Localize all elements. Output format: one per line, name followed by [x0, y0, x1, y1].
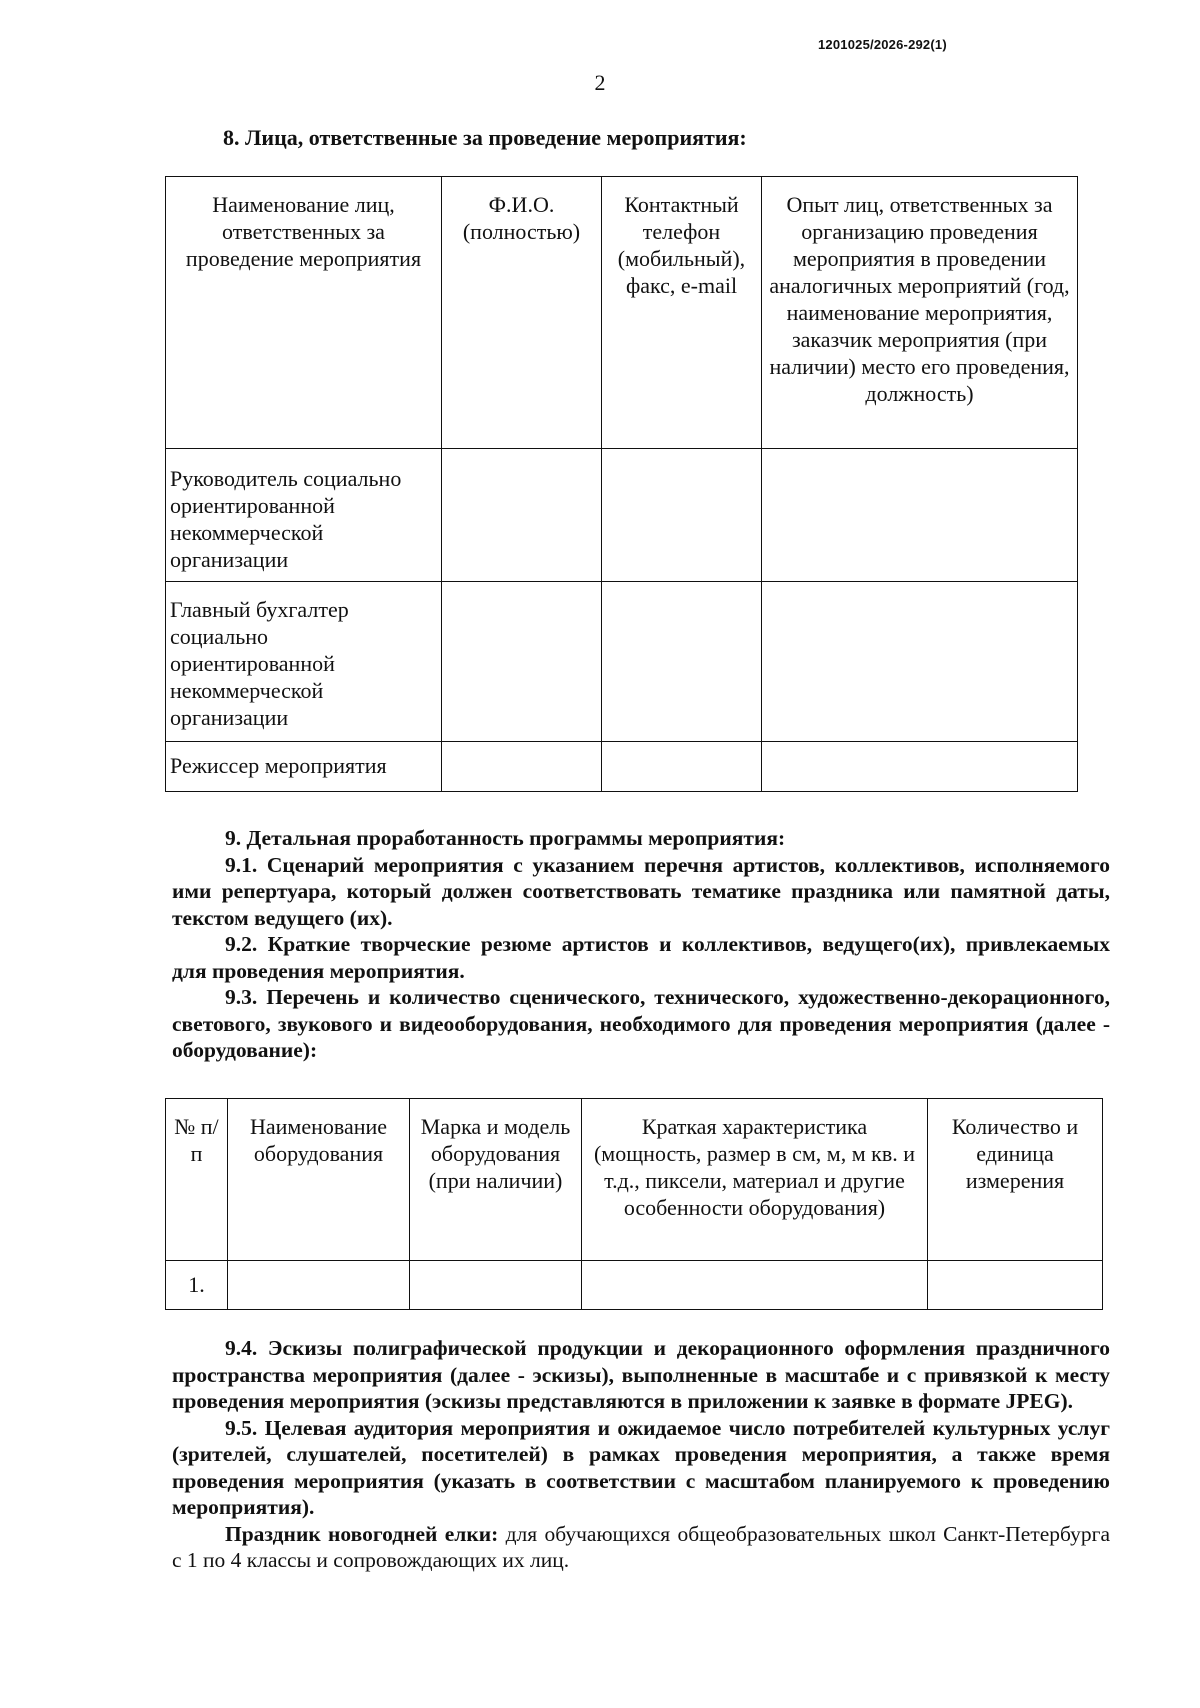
empty-cell — [442, 582, 602, 742]
table-header-row — [166, 1099, 1103, 1261]
equipment-table — [165, 1098, 1103, 1310]
empty-cell — [602, 582, 762, 742]
section-9-continued — [172, 1335, 1110, 1574]
holiday-paragraph — [172, 1521, 1110, 1574]
empty-cell — [762, 582, 1078, 742]
empty-cell — [602, 742, 762, 792]
row-number: 1. — [166, 1261, 228, 1310]
paragraph-9-2: 9.2. Краткие творческие резюме артистов и коллективов, ведущего(их), привлекаемых для проведения мероприятия. — [172, 932, 1110, 983]
empty-cell — [410, 1261, 582, 1310]
empty-cell — [228, 1261, 410, 1310]
section-8-title: 8. Лица, ответственные за проведение мероприятия: — [223, 125, 747, 150]
header-cell-role: Наименование лиц, ответственных за проведение мероприятия — [166, 177, 442, 449]
table-header-row — [166, 177, 1078, 449]
row-label-event-director: Режиссер мероприятия — [166, 742, 442, 792]
document-code: 1201025/2026-292(1) — [818, 37, 947, 52]
row-label-director: Руководитель социально ориентированной некоммерческой организации — [166, 449, 442, 582]
header-cell-experience: Опыт лиц, ответственных за организацию проведения мероприятия в проведении аналогичных мероприятий (год, наименование мероприятия, заказчик мероприятия (при наличии) место его проведения, должность) — [762, 177, 1078, 449]
empty-cell — [762, 742, 1078, 792]
header-cell-number: № п/п — [166, 1099, 228, 1261]
header-cell-brand-model: Марка и модель оборудования (при наличии) — [410, 1099, 582, 1261]
paragraph-9-1: 9.1. Сценарий мероприятия с указанием перечня артистов, коллективов, исполняемого ими репертуара, который должен соответствовать тематике праздника или памятной даты, текстом ведущего (их). — [172, 852, 1110, 930]
section-9 — [172, 825, 1110, 1064]
empty-cell — [762, 449, 1078, 582]
empty-cell — [442, 449, 602, 582]
holiday-label: Праздник новогодней елки: — [225, 1521, 499, 1546]
paragraph-9-4: 9.4. Эскизы полиграфической продукции и декорационного оформления праздничного пространства мероприятия (далее - эскизы), выполненные в масштабе и с привязкой к месту проведения мероприятия (эскизы представляются в приложении к заявке в формате JPEG). — [172, 1336, 1110, 1413]
header-cell-quantity: Количество и единица измерения — [928, 1099, 1103, 1261]
table-row — [166, 582, 1078, 742]
page-number: 2 — [594, 70, 606, 95]
header-cell-characteristics: Краткая характеристика (мощность, размер в см, м, м кв. и т.д., пиксели, материал и другие особенности оборудования) — [582, 1099, 928, 1261]
empty-cell — [602, 449, 762, 582]
header-cell-full-name: Ф.И.О. (полностью) — [442, 177, 602, 449]
empty-cell — [928, 1261, 1103, 1310]
table-row — [166, 449, 1078, 582]
paragraph-9-5: 9.5. Целевая аудитория мероприятия и ожидаемое число потребителей культурных услуг (зрителей, слушателей, посетителей) в рамках проведения мероприятия, а также время проведения мероприятия (указать в соответствии с масштабом планируемого к проведению мероприятия). — [172, 1415, 1110, 1519]
table-row — [166, 742, 1078, 792]
section-9-title: 9. Детальная проработанность программы мероприятия: — [225, 826, 786, 850]
header-cell-equipment-name: Наименование оборудования — [228, 1099, 410, 1261]
responsible-persons-table — [165, 176, 1078, 792]
header-cell-contacts: Контактный телефон (мобильный), факс, e-mail — [602, 177, 762, 449]
empty-cell — [582, 1261, 928, 1310]
holiday-text: для обучающихся общеобразовательных школ Санкт-Петербурга с 1 по 4 классы и сопровождающих их лиц. — [172, 1521, 1110, 1572]
empty-cell — [442, 742, 602, 792]
table-row — [166, 1261, 1103, 1310]
paragraph-9-3: 9.3. Перечень и количество сценического, технического, художественно-декорационного, светового, звукового и видеооборудования, необходимого для проведения мероприятия (далее - оборудование): — [172, 985, 1110, 1062]
row-label-chief-accountant: Главный бухгалтер социально ориентированной некоммерческой организации — [166, 582, 442, 742]
